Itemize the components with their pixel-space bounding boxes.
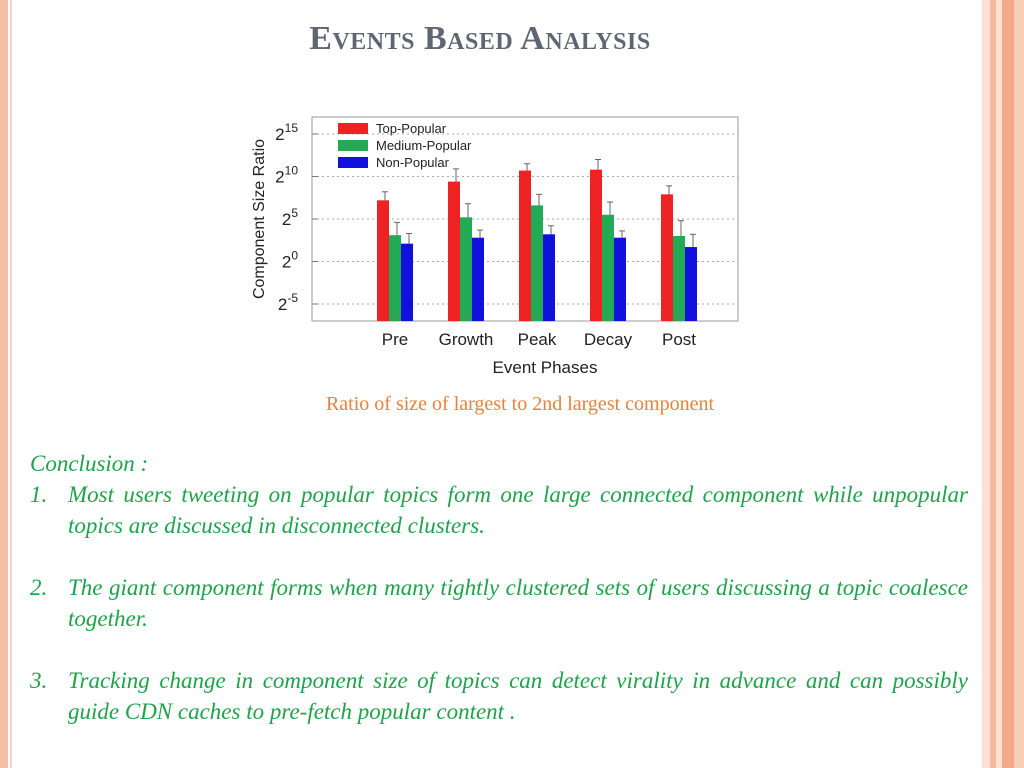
conclusion-item-number: 3. xyxy=(30,668,48,693)
bar-non-popular-growth xyxy=(472,238,484,321)
bar-top-popular-peak xyxy=(519,171,531,321)
bar-top-popular-post xyxy=(661,194,673,321)
conclusion-item xyxy=(30,572,968,634)
conclusion-list xyxy=(30,479,968,727)
bar-top-popular-growth xyxy=(448,182,460,321)
x-tick-label: Pre xyxy=(381,330,409,349)
legend-swatch xyxy=(338,123,368,134)
bar-medium-popular-post xyxy=(673,236,685,321)
bar-non-popular-post xyxy=(685,247,697,321)
x-tick-label: Post xyxy=(661,330,697,349)
conclusion-item-number: 2. xyxy=(30,575,48,600)
y-tick-label: $2^0$ xyxy=(281,248,298,272)
y-tick-label: $2^5$ xyxy=(281,206,298,229)
left-border-stripe xyxy=(0,0,8,768)
bar-top-popular-pre xyxy=(377,200,389,321)
bar-top-popular-decay xyxy=(590,170,602,321)
bar-medium-popular-growth xyxy=(460,217,472,321)
legend-label: Top-Popular xyxy=(376,121,447,136)
x-axis-label: Event Phases xyxy=(492,358,598,377)
left-border-stripe-inner xyxy=(10,0,12,768)
y-tick-label: $2^{10}$ xyxy=(275,163,298,187)
legend-label: Medium-Popular xyxy=(376,138,472,153)
conclusion-section xyxy=(30,448,968,727)
x-tick-label: Peak xyxy=(517,330,557,349)
bar-chart xyxy=(240,105,760,385)
x-tick-label: Decay xyxy=(583,330,633,349)
conclusion-item xyxy=(30,665,968,727)
slide-title: Events Based Analysis xyxy=(309,20,651,57)
legend-swatch xyxy=(338,140,368,151)
y-axis-label: Component Size Ratio xyxy=(251,138,268,300)
bar-medium-popular-decay xyxy=(602,215,614,321)
conclusion-item-text: Most users tweeting on popular topics form one large connected component while unpopular topics are discussed in disconnected clusters. xyxy=(68,482,968,538)
bar-non-popular-pre xyxy=(401,244,413,321)
right-border-stripes xyxy=(982,0,1024,768)
bar-non-popular-peak xyxy=(543,234,555,321)
conclusion-item-number: 1. xyxy=(30,482,48,507)
legend-label: Non-Popular xyxy=(376,155,449,170)
y-tick-label: $2^{15}$ xyxy=(275,121,298,144)
conclusion-item-text: The giant component forms when many tightly clustered sets of users discussing a topic coalesce together. xyxy=(68,575,968,631)
conclusion-item xyxy=(30,479,968,541)
conclusion-heading: Conclusion : xyxy=(30,451,149,476)
x-tick-label: Growth xyxy=(438,330,494,349)
y-tick-label: $2^{-5}$ xyxy=(277,291,298,314)
chart-caption: Ratio of size of largest to 2nd largest component xyxy=(325,393,715,415)
bar-medium-popular-pre xyxy=(389,235,401,321)
legend-swatch xyxy=(338,157,368,168)
bar-non-popular-decay xyxy=(614,238,626,321)
bar-medium-popular-peak xyxy=(531,205,543,321)
conclusion-item-text: Tracking change in component size of topics can detect virality in advance and can possibly guide CDN caches to pre-fetch popular content . xyxy=(68,668,968,724)
